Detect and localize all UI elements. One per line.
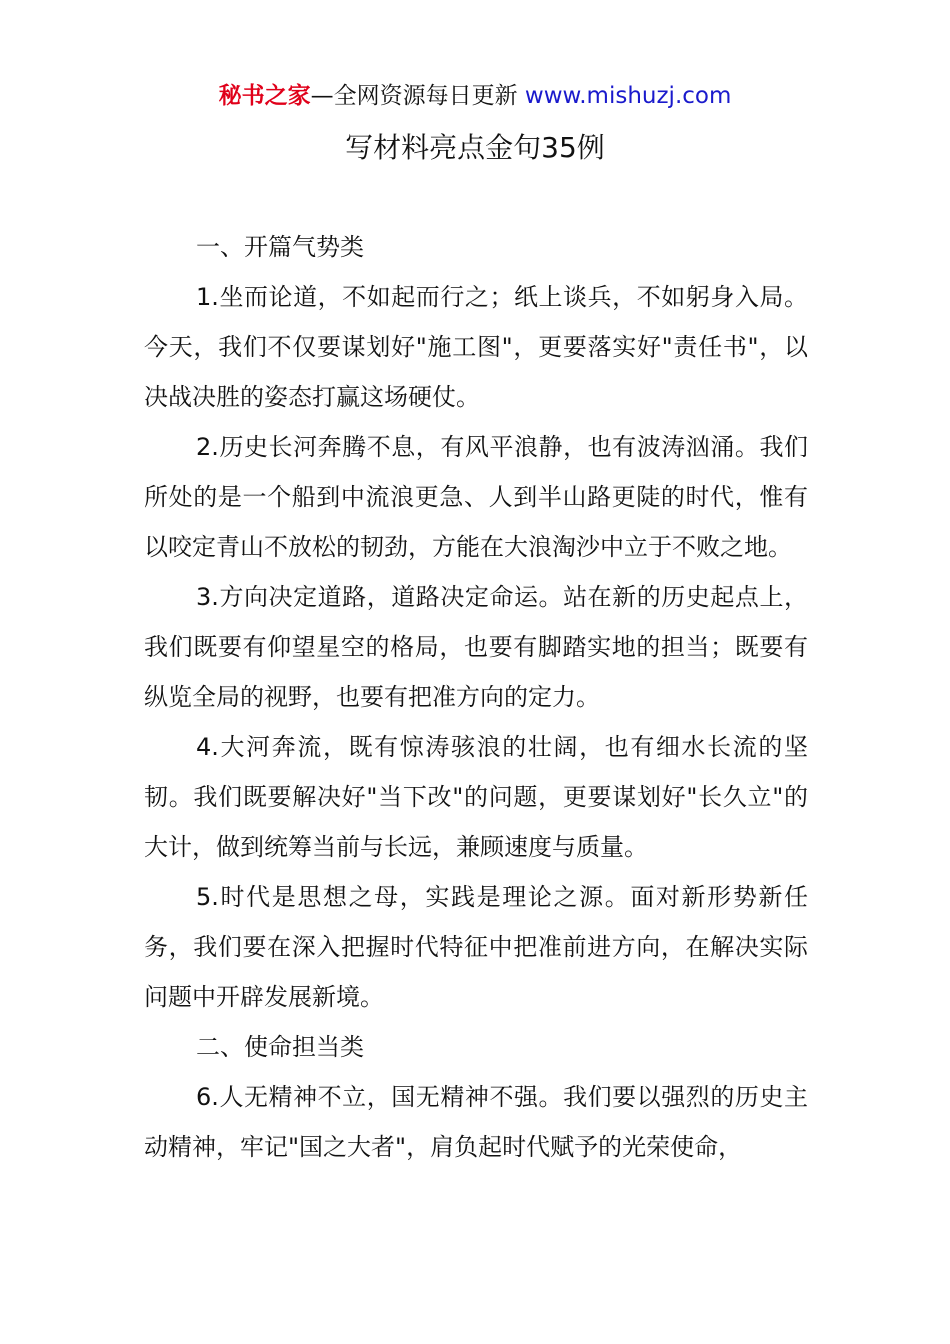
paragraph: 5.时代是思想之母，实践是理论之源。面对新形势新任务，我们要在深入把握时代特征中把准前进方向，在解决实际问题中开辟发展新境。 [144,883,808,1011]
document-title: 写材料亮点金句35例 [345,131,605,164]
paragraph: 3.方向决定道路，道路决定命运。站在新的历史起点上，我们既要有仰望星空的格局，也要有脚踏实地的担当；既要有纵览全局的视野，也要有把准方向的定力。 [144,583,808,711]
site-header [0,80,950,112]
paragraph: 1.坐而论道，不如起而行之；纸上谈兵，不如躬身入局。今天，我们不仅要谋划好"施工图"，更要落实好"责任书"，以决战决胜的姿态打赢这场硬仗。 [144,283,808,411]
site-slogan: —全网资源每日更新 [310,83,518,109]
site-url-link[interactable]: www.mishuzj.com [524,83,732,109]
site-name: 秘书之家 [218,83,311,109]
document-body [144,222,808,1172]
section-heading: 一、开篇气势类 [196,233,364,261]
paragraph: 2.历史长河奔腾不息，有风平浪静，也有波涛汹涌。我们所处的是一个船到中流浪更急、人到半山路更陡的时代，惟有以咬定青山不放松的韧劲，方能在大浪淘沙中立于不败之地。 [144,433,808,561]
paragraph: 6.人无精神不立，国无精神不强。我们要以强烈的历史主动精神，牢记"国之大者"，肩负起时代赋予的光荣使命， [144,1083,808,1161]
section-heading: 二、使命担当类 [196,1033,364,1061]
paragraph: 4.大河奔流，既有惊涛骇浪的壮阔，也有细水长流的坚韧。我们既要解决好"当下改"的问题，更要谋划好"长久立"的大计，做到统筹当前与长远，兼顾速度与质量。 [144,733,808,861]
